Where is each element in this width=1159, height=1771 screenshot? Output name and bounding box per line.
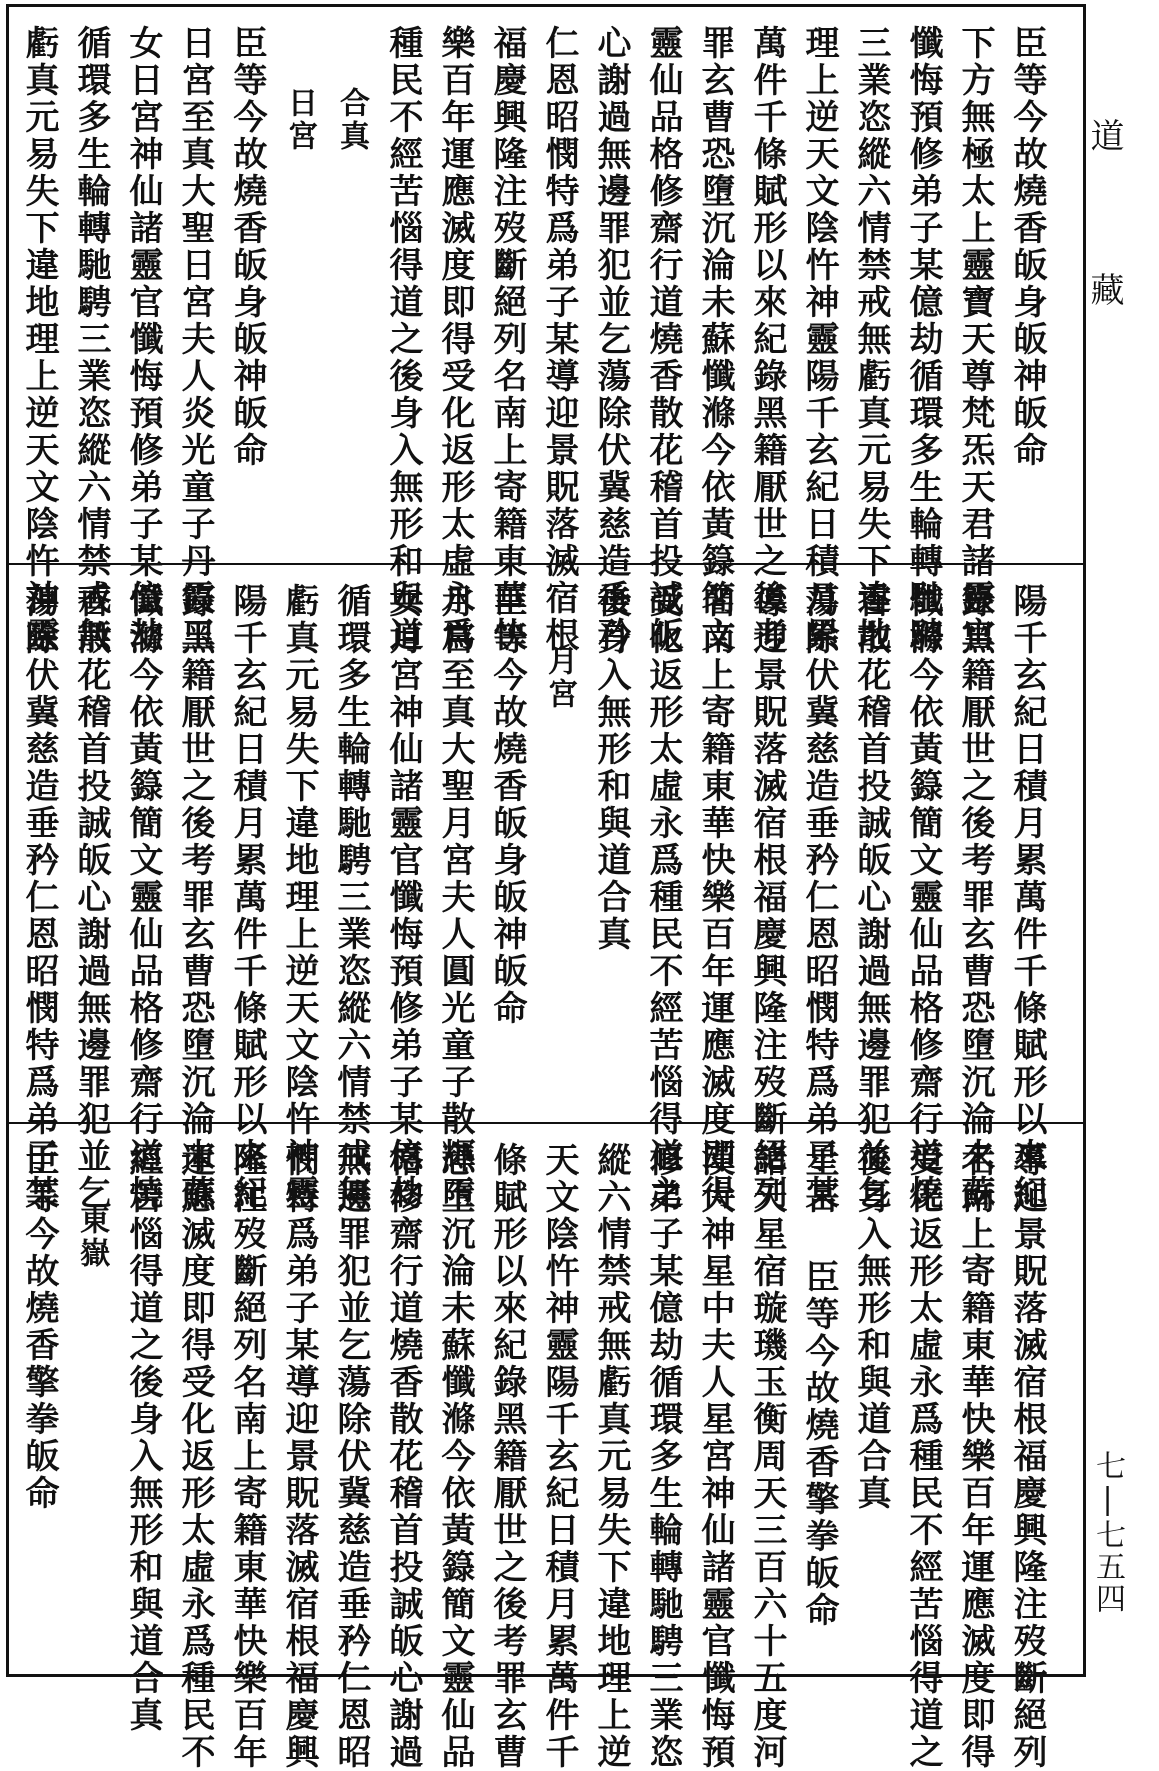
text-column: 月宮 <box>542 645 577 711</box>
text-band-middle <box>9 565 1083 1212</box>
text-column: 錄黑籍厭世之後考罪玄曹恐墮沉淪未蘇 <box>175 583 215 1212</box>
text-column: 種民不經苦惱得道之後身入無形和與道 <box>383 25 423 654</box>
text-column: 香散花稽首投誠皈心謝過無邊罪犯並乞 <box>851 583 891 1212</box>
text-column: 漢大神星中夫人星宮神仙諸靈官懺悔預 <box>695 1142 735 1771</box>
text-column: 懺滌今依黃籙簡文靈仙品格修齋行道燒 <box>123 583 163 1212</box>
text-column: 臣等今故燒香皈身皈神皈命 <box>227 25 267 469</box>
text-column: 罪玄曹恐墮沉淪未蘇懺滌今依黃籙簡文 <box>695 25 735 654</box>
text-column: 天文陰忤神靈陽千玄紀日積月累萬件千 <box>539 1142 579 1771</box>
text-column: 陽千玄紀日積月累萬件千條賦形以來紀 <box>227 583 267 1212</box>
text-column: 循環多生輪轉馳騁三業恣縱六情禁戒無 <box>71 25 111 654</box>
text-column: 條賦形以來紀錄黑籍厭世之後考罪玄曹 <box>487 1142 527 1771</box>
page-number: 七|七五四 <box>1090 1450 1125 1615</box>
text-column: 運應滅度即得受化返形太虛永爲種民不 <box>175 1142 215 1771</box>
text-band-bottom <box>9 1124 1083 1771</box>
text-column: 憫特爲弟子某導迎景貺落滅宿根福慶興 <box>279 1142 319 1771</box>
text-column: 日宮至真大聖日宮夫人炎光童子丹霞玉 <box>175 25 215 654</box>
text-column: 修弟子某億劫循環多生輪轉馳騁三業恣 <box>643 1142 683 1771</box>
text-column: 日宮 <box>282 87 317 153</box>
text-column: 名南上寄籍東華快樂百年運應滅度即得 <box>695 583 735 1212</box>
text-column: 東嶽 <box>74 1204 109 1270</box>
text-column: 懺滌今依黃籙簡文靈仙品格修齋行道燒 <box>903 583 943 1212</box>
text-column: 後身入無形和與道合真 <box>851 1142 891 1512</box>
text-column: 臣等今故燒香擎拳皈命 <box>19 1142 59 1512</box>
text-column: 樂百年運應滅度即得受化返形太虛永爲 <box>435 25 475 654</box>
text-column: 萬件千條賦形以來紀錄黑籍厭世之後考 <box>747 25 787 654</box>
text-column: 女月宮神仙諸靈官懺悔預修弟子某億劫 <box>383 583 423 1212</box>
text-column: 諸天星宿璇璣玉衡周天三百六十五度河 <box>747 1142 787 1771</box>
text-column: 靈仙品格修齋行道燒香散花稽首投誠皈 <box>643 25 683 654</box>
text-column: 蕩除伏冀慈造垂矜仁恩昭憫特爲弟子某 <box>19 583 59 1212</box>
text-column: 名南上寄籍東華快樂百年運應滅度即得 <box>955 1142 995 1771</box>
collection-label: 道藏 <box>1084 118 1124 426</box>
text-column: 受化返形太虛永爲種民不經苦惱得道之 <box>643 583 683 1212</box>
text-column: 恐墮沉淪未蘇懺滌今依黃籙簡文靈仙品 <box>435 1142 475 1771</box>
text-column: 格修齋行道燒香散花稽首投誠皈心謝過 <box>383 1142 423 1771</box>
text-column: 香散花稽首投誠皈心謝過無邊罪犯並乞 <box>71 583 111 1212</box>
text-column: 臣等今故燒香皈身皈神皈命 <box>1007 25 1047 469</box>
text-column: 無邊罪犯並乞蕩除伏冀慈造垂矜仁恩昭 <box>331 1142 371 1771</box>
text-column: 後身入無形和與道合真 <box>591 583 631 953</box>
text-column: 合真 <box>334 87 369 153</box>
text-column: 下方無極太上靈寶天尊梵炁天君諸靈官 <box>955 25 995 654</box>
text-column: 仁恩昭憫特爲弟子某導迎景貺落滅宿根 <box>539 25 579 654</box>
text-column: 虧真元易失下違地理上逆天文陰忤神靈 <box>19 25 59 654</box>
text-column: 福慶興隆注歿斷絕列名南上寄籍東華快 <box>487 25 527 654</box>
page-frame <box>6 4 1086 1771</box>
text-column: 蕩除伏冀慈造垂矜仁恩昭憫特爲弟子某 <box>799 583 839 1212</box>
text-column: 隆注歿斷絕列名南上寄籍東華快樂百年 <box>227 1142 267 1771</box>
text-column: 虧真元易失下違地理上逆天文陰忤神靈 <box>279 583 319 1212</box>
text-column: 懺悔預修弟子某億劫循環多生輪轉馳騁 <box>903 25 943 654</box>
text-column: 經苦惱得道之後身入無形和與道合真 <box>123 1142 163 1734</box>
text-column: 錄黑籍厭世之後考罪玄曹恐墮沉淪未蘇 <box>955 583 995 1212</box>
text-band-top <box>9 7 1083 654</box>
text-column: 陽千玄紀日積月累萬件千條賦形以來紀 <box>1007 583 1047 1212</box>
text-column: 星宮 臣等今故燒香擎拳皈命 <box>799 1142 839 1629</box>
text-column: 三業恣縱六情禁戒無虧真元易失下違地 <box>851 25 891 654</box>
text-column: 循環多生輪轉馳騁三業恣縱六情禁戒無 <box>331 583 371 1212</box>
text-column: 月宮至真大聖月宮夫人圓光童子散輝玉 <box>435 583 475 1212</box>
text-column: 理上逆天文陰忤神靈陽千玄紀日積月累 <box>799 25 839 654</box>
text-column: 導迎景貺落滅宿根福慶興隆注歿斷絕列 <box>1007 1142 1047 1771</box>
text-column: 受化返形太虛永爲種民不經苦惱得道之 <box>903 1142 943 1771</box>
text-column: 導迎景貺落滅宿根福慶興隆注歿斷絕列 <box>747 583 787 1212</box>
text-column: 臣等今故燒香皈身皈神皈命 <box>487 583 527 1027</box>
text-column: 縱六情禁戒無虧真元易失下違地理上逆 <box>591 1142 631 1771</box>
text-column: 心謝過無邊罪犯並乞蕩除伏冀慈造垂矜 <box>591 25 631 654</box>
text-column: 女日宮神仙諸靈官懺悔預修弟子某億劫 <box>123 25 163 654</box>
